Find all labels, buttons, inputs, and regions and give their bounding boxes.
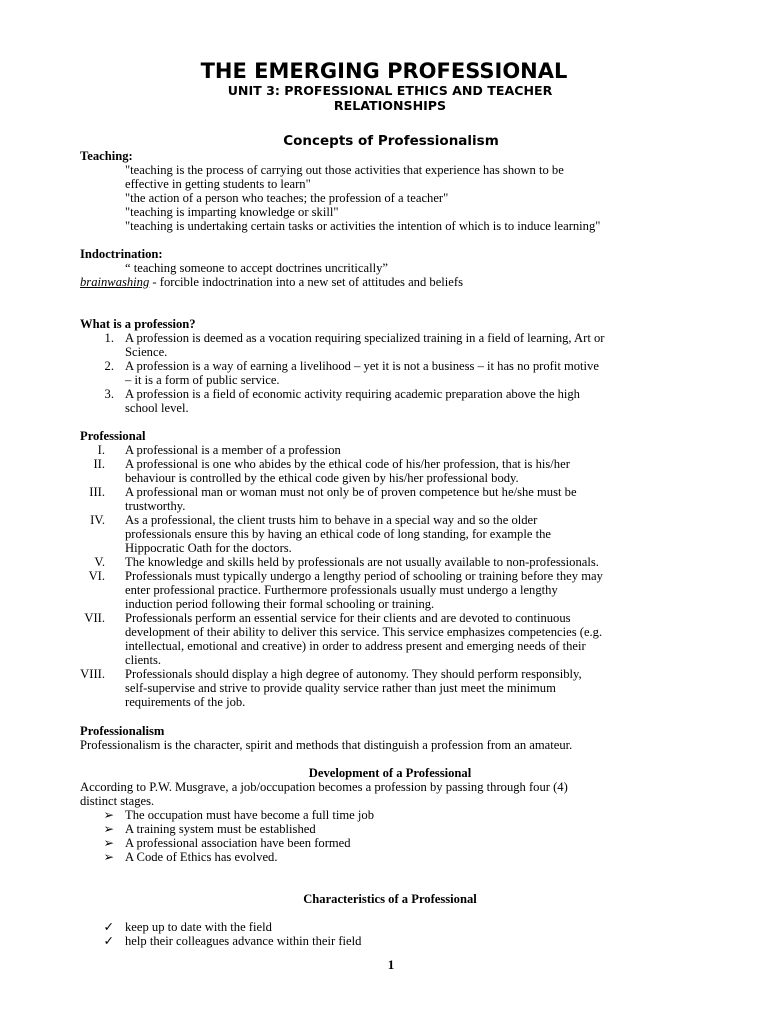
indoctrination-section: [80, 247, 720, 289]
list-item: I. A professional is a member of a profession: [80, 443, 720, 457]
indoctrination-heading: Indoctrination:: [80, 247, 163, 261]
list-marker: I.: [97, 443, 105, 457]
list-item: V. The knowledge and skills held by professionals are not usually available to non-professionals.: [80, 555, 720, 569]
list-marker: IV.: [90, 513, 105, 527]
teaching-line: "teaching is the process of carrying out those activities that experience has shown to be: [125, 163, 564, 177]
arrow-bullet-icon: ➢: [103, 850, 114, 864]
brainwashing-line: [80, 275, 720, 289]
teaching-heading: Teaching:: [80, 149, 133, 163]
list-item: II. A professional is one who abides by the ethical code of his/her profession, that is his/her behaviour is controlled by the ethical code given by his/her professional body.: [80, 457, 720, 485]
list-item: ➢ A Code of Ethics has evolved.: [80, 850, 700, 864]
list-item: ✓ keep up to date with the field: [80, 920, 700, 934]
list-marker: III.: [89, 485, 105, 499]
teaching-line: effective in getting students to learn": [125, 177, 311, 191]
teaching-line: "teaching is imparting knowledge or skill": [125, 205, 339, 219]
professional-heading: Professional: [80, 429, 146, 443]
development-intro: According to P.W. Musgrave, a job/occupation becomes a profession by passing through four (4) distinct stages.: [80, 780, 568, 808]
list-item: 3. A profession is a field of economic activity requiring academic preparation above the high school level.: [80, 387, 720, 415]
characteristics-section: [80, 892, 700, 948]
brainwashing-term: brainwashing: [80, 275, 150, 289]
list-item: III. A professional man or woman must not only be of proven competence but he/she must be trustworthy.: [80, 485, 720, 513]
development-heading: Development of a Professional: [308, 766, 472, 780]
list-marker: VI.: [88, 569, 105, 583]
checkmark-icon: ✓: [103, 920, 114, 934]
characteristics-heading: Characteristics of a Professional: [303, 892, 477, 906]
list-item: 1. A profession is deemed as a vocation requiring specialized training in a field of learning, Art or Science.: [80, 331, 720, 359]
list-marker: V.: [94, 555, 105, 569]
list-item: VII. Professionals perform an essential service for their clients and are devoted to continuous development of their ability to deliver this service. This service emphasizes competencies (e.g. intellectual, emotional and creative) in order to address present and emerging needs of their clients.: [80, 611, 720, 667]
teaching-line: "the action of a person who teaches; the profession of a teacher": [125, 191, 449, 205]
profession-section: [80, 317, 720, 415]
professionalism-text: Professionalism is the character, spirit and methods that distinguish a profession from an amateur.: [80, 738, 573, 752]
list-item: VI. Professionals must typically undergo a lengthy period of schooling or training before they may enter professional practice. Furthermore professionals usually must undergo a lengthy induction period following their formal schooling or training.: [80, 569, 720, 611]
document-title: THE EMERGING PROFESSIONAL: [200, 59, 568, 83]
document-subtitle: UNIT 3: PROFESSIONAL ETHICS AND TEACHER RELATIONSHIPS: [227, 83, 553, 113]
concepts-heading: Concepts of Professionalism: [283, 133, 499, 149]
checkmark-icon: ✓: [103, 934, 114, 948]
profession-heading: What is a profession?: [80, 317, 196, 331]
professional-section: [80, 429, 720, 709]
list-item: 2. A profession is a way of earning a livelihood – yet it is not a business – it has no profit motive – it is a form of public service.: [80, 359, 720, 387]
arrow-bullet-icon: ➢: [103, 822, 114, 836]
list-item: ➢ The occupation must have become a full time job: [80, 808, 700, 822]
indoctrination-quote: “ teaching someone to accept doctrines uncritically”: [125, 261, 388, 275]
arrow-bullet-icon: ➢: [103, 808, 114, 822]
list-marker: VII.: [84, 611, 105, 625]
list-item: ➢ A professional association have been formed: [80, 836, 700, 850]
list-item: VIII. Professionals should display a high degree of autonomy. They should perform responsibly, self-supervise and strive to provide quality service rather than just meet the minimum requirements of the job.: [80, 667, 720, 709]
arrow-bullet-icon: ➢: [103, 836, 114, 850]
list-item: ✓ help their colleagues advance within their field: [80, 934, 700, 948]
professionalism-heading: Professionalism: [80, 724, 165, 738]
list-marker: 1.: [104, 331, 114, 345]
teaching-line: "teaching is undertaking certain tasks or activities the intention of which is to induce learning": [125, 219, 601, 233]
list-marker: 3.: [104, 387, 114, 401]
teaching-section: [80, 149, 720, 233]
list-item: IV. As a professional, the client trusts him to behave in a special way and so the older professionals ensure this by having an ethical code of long standing, for example the Hippocratic Oath for the doctors.: [80, 513, 720, 555]
brainwashing-definition: - forcible indoctrination into a new set of attitudes and beliefs: [149, 275, 463, 289]
list-marker: 2.: [104, 359, 114, 373]
professionalism-section: [80, 724, 740, 752]
list-marker: II.: [93, 457, 105, 471]
list-marker: VIII.: [80, 667, 105, 681]
page-number: 1: [387, 957, 395, 972]
development-section: [80, 766, 700, 864]
list-item: ➢ A training system must be established: [80, 822, 700, 836]
